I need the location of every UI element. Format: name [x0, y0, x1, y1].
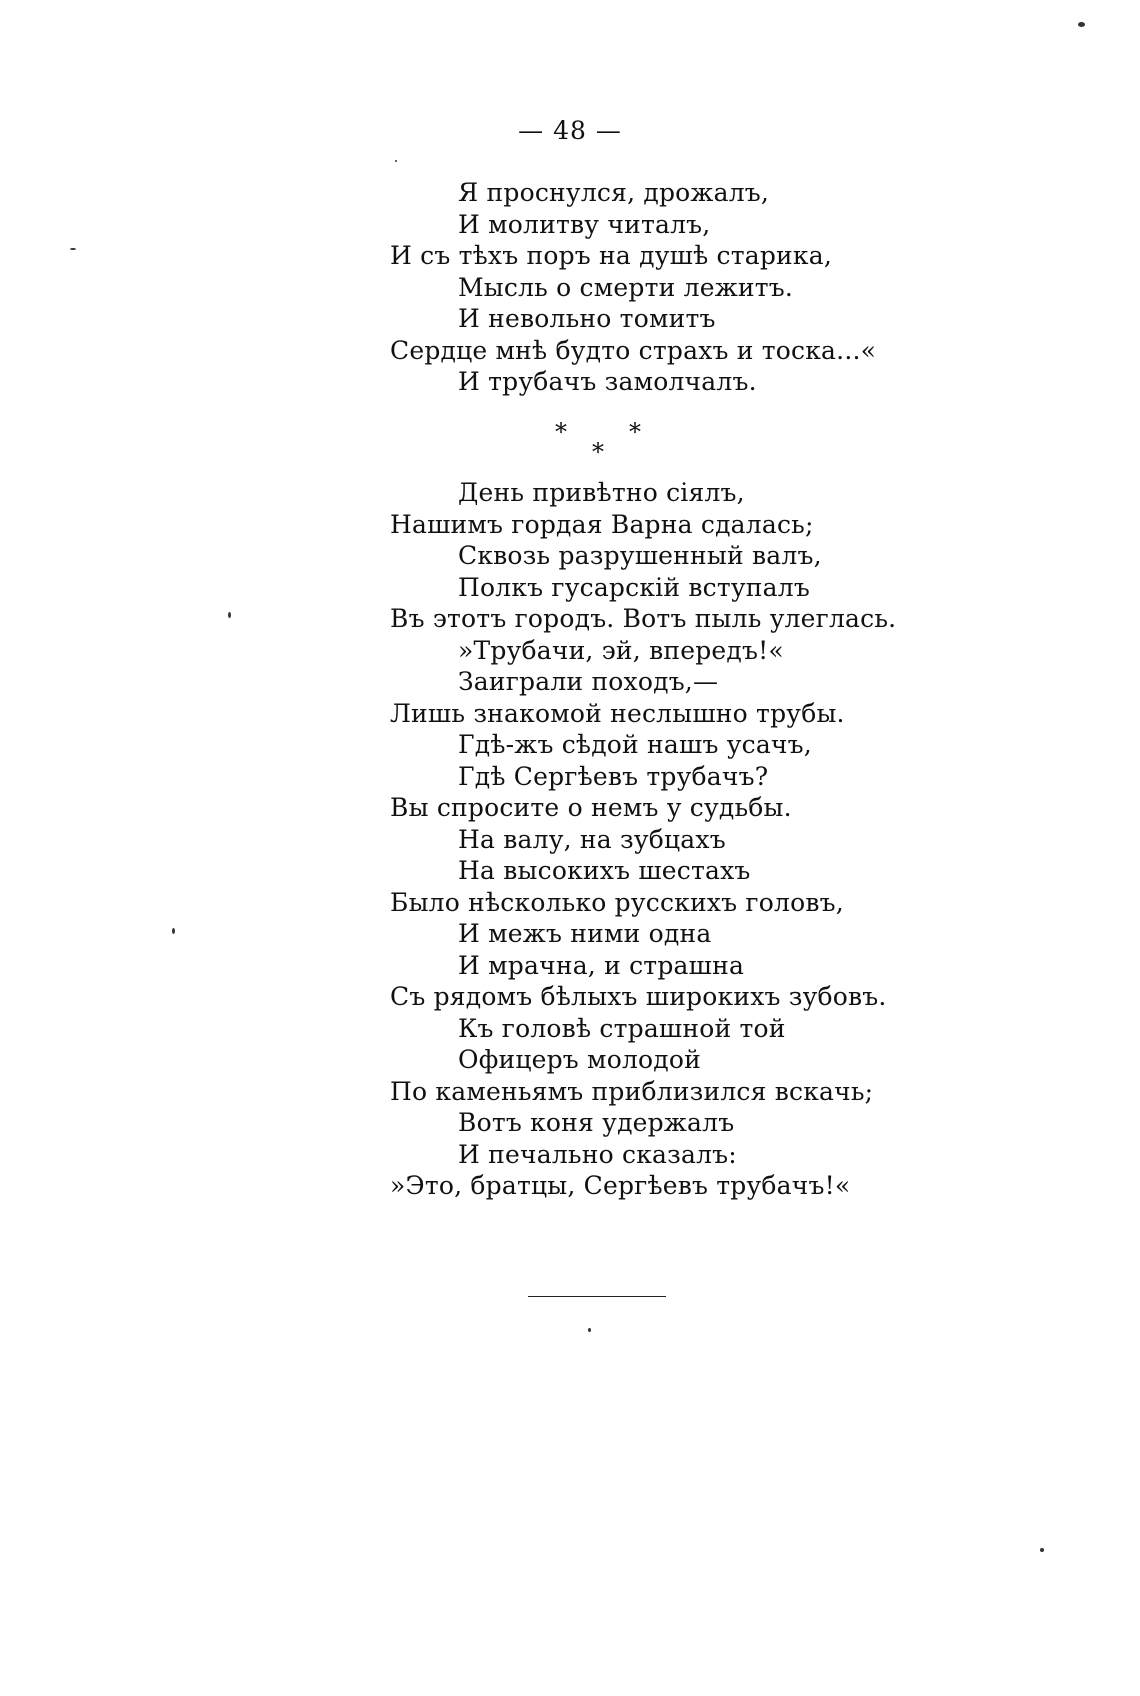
poem-line: Вы спросите о немъ у судьбы.: [390, 793, 792, 822]
poem-line: Нашимъ гордая Варна сдалась;: [390, 509, 814, 539]
asterisk: *: [629, 418, 641, 446]
poem-stanza-2: [390, 477, 896, 1202]
scan-speck: [172, 928, 175, 934]
poem-line: Въ этотъ городъ. Вотъ пыль улеглась.: [390, 604, 897, 633]
poem-line: Я проснулся, дрожалъ,: [458, 178, 770, 207]
poem-line: И мрачна, и страшна: [458, 950, 745, 980]
poem-line: Офицеръ молодой: [458, 1045, 701, 1074]
poem-line: Вотъ коня удержалъ: [458, 1108, 735, 1137]
poem-line: Съ рядомъ бѣлыхъ широкихъ зубовъ.: [390, 982, 887, 1011]
poem-line: Лишь знакомой неслышно трубы.: [390, 698, 845, 728]
poem-line: И трубачъ замолчалъ.: [458, 367, 757, 396]
scan-speck: [1078, 22, 1085, 27]
poem-line: И печально сказалъ:: [458, 1139, 737, 1169]
poem-line: И невольно томитъ: [458, 304, 716, 333]
poem-line: День привѣтно сіялъ,: [458, 478, 745, 507]
asterisk: *: [592, 438, 604, 466]
poem-line: Къ головѣ страшной той: [458, 1013, 786, 1043]
poem-line: Заиграли походъ,—: [458, 667, 719, 696]
poem-line: Сквозь разрушенный валъ,: [458, 541, 822, 570]
poem-line: Было нѣсколько русскихъ головъ,: [390, 887, 844, 917]
scan-speck: [588, 1328, 591, 1332]
poem-line: »Это, братцы, Сергѣевъ трубачъ!«: [390, 1171, 851, 1200]
poem-line: Гдѣ-жъ сѣдой нашъ усачъ,: [458, 730, 812, 759]
asterisk: *: [555, 418, 567, 446]
poem-line: На валу, на зубцахъ: [458, 824, 726, 854]
poem-line: Сердце мнѣ будто страхъ и тоска...«: [390, 335, 877, 365]
poem-line: По каменьямъ приблизился вскачь;: [390, 1076, 874, 1106]
scan-speck: [395, 160, 397, 162]
page-number: — 48 —: [518, 116, 622, 145]
stanza-separator-asterisks: [555, 418, 645, 468]
poem-stanza-1: [390, 177, 876, 398]
end-rule: [528, 1296, 666, 1297]
poem-line: Полкъ гусарскій вступалъ: [458, 572, 810, 602]
poem-line: На высокихъ шестахъ: [458, 856, 751, 885]
scan-speck: [228, 612, 231, 618]
poem-line: И молитву читалъ,: [458, 209, 711, 239]
scan-speck: [70, 248, 76, 250]
scan-speck: [1040, 1548, 1044, 1552]
poem-line: И съ тѣхъ поръ на душѣ старика,: [390, 241, 832, 270]
poem-line: Мысль о смерти лежитъ.: [458, 272, 794, 302]
poem-line: Гдѣ Сергѣевъ трубачъ?: [458, 761, 769, 791]
poem-line: »Трубачи, эй, впередъ!«: [458, 635, 784, 665]
poem-line: И межъ ними одна: [458, 919, 712, 948]
